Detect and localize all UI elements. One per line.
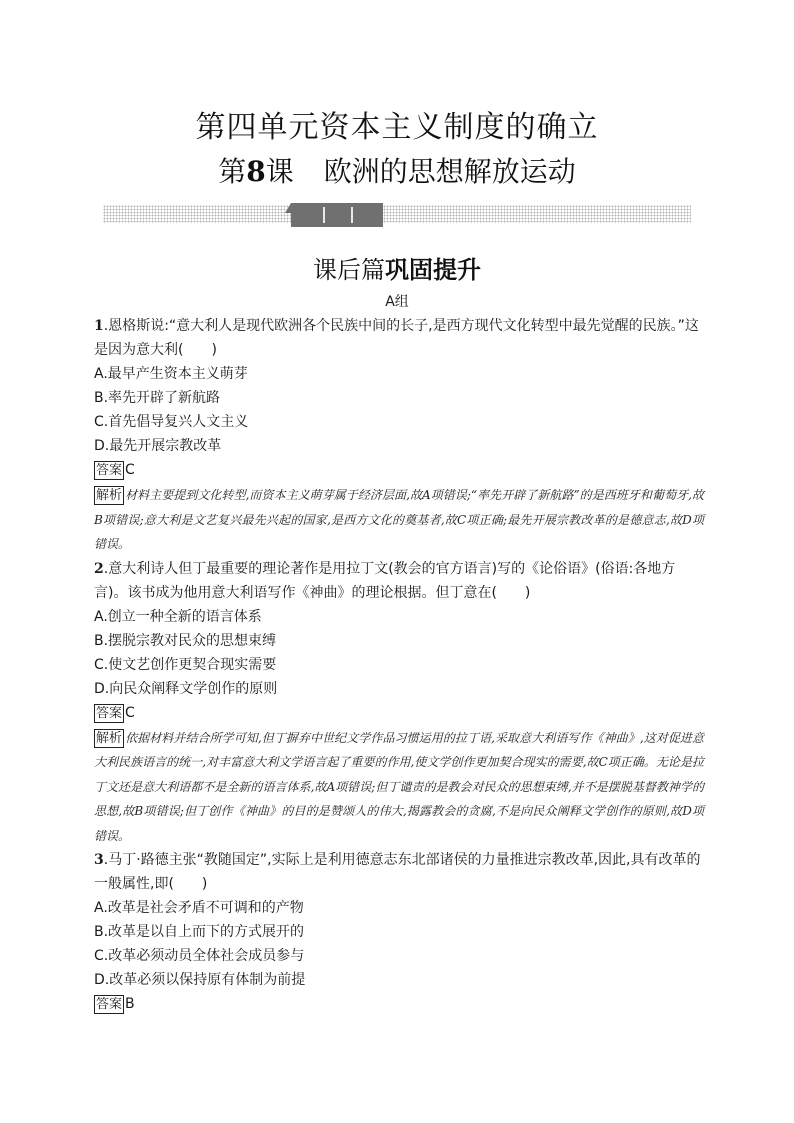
lesson-name: 欧洲的思想解放运动 [323, 155, 576, 188]
section-title-plain: 课后篇 [313, 256, 385, 284]
option: B.改革是以自上而下的方式展开的 [94, 924, 305, 940]
answer-tag: 答案 [96, 463, 123, 478]
answer-line [94, 992, 704, 1017]
option: C.首先倡导复兴人文主义 [94, 414, 249, 430]
analysis-text: 解析 材料主要提到文化转型,而资本主义萌芽属于经济层面,故A项错误;“率先开辟了新航路”的是西班牙和葡萄牙,故B项错误;意大利是文艺复兴最先兴起的国家,是西方文化的奠基者,故C项正确;最先开展宗教改革的是德意志,故D项错误。 [94, 488, 704, 551]
question-block [94, 557, 704, 849]
option: A.创立一种全新的语言体系 [94, 608, 262, 625]
analysis-tag: 解析 [96, 488, 123, 503]
question-block [94, 848, 704, 1017]
option: A.改革是社会矛盾不可调和的产物 [94, 900, 304, 916]
answer-value: C [125, 462, 135, 478]
answer-line [94, 458, 704, 483]
option: A.最早产生资本主义萌芽 [94, 366, 248, 382]
answer-value: C [125, 704, 135, 721]
decorative-divider [103, 203, 691, 227]
question-stem: 2.意大利诗人但丁最重要的理论著作是用拉丁文(教会的官方语言)写的《论俗语》(俗语:各地方言)。该书成为他用意大利语写作《神曲》的理论根据。但丁意在( ) [94, 560, 676, 601]
lesson-suffix: 课 [265, 155, 294, 188]
question-stem: 1.恩格斯说:“意大利人是现代欧洲各个民族中间的长子,是西方现代文化转型中最先觉醒的民族。”这是因为意大利( ) [94, 318, 699, 358]
group-label: A组 [385, 294, 409, 310]
answer-value: B [125, 996, 135, 1012]
option: C.使文艺创作更契合现实需要 [94, 656, 277, 673]
analysis-tag: 解析 [96, 730, 123, 746]
option: B.率先开辟了新航路 [94, 390, 221, 406]
answer-tag: 答案 [96, 705, 123, 721]
option: D.最先开展宗教改革 [94, 438, 222, 454]
dotted-band-left [103, 205, 291, 223]
lesson-prefix: 第 [218, 155, 247, 188]
option: D.向民众阐释文学创作的原则 [94, 680, 278, 697]
question-block [94, 314, 704, 557]
analysis-text: 解析 依据材料并结合所学可知,但丁摒弃中世纪文学作品习惯运用的拉丁语,采取意大利语写作《神曲》,这对促进意大利民族语言的统一,对丰富意大利文学语言起了重要的作用,使文学创作更加契合现实的需要,故C项正确。无论是拉丁文还是意大利语都不是全新的语言体系,故A项错误;但丁谴责的是教会对民众的思想束缚,并不是摆脱基督教神学的思想,故B项错误;但丁创作《神曲》的目的是赞颂人的伟大,揭露教会的贪腐,不是向民众阐释文学创作的原则,故D项错误。 [94, 730, 704, 843]
unit-title: 第四单元资本主义制度的确立 [195, 110, 599, 145]
divider-tab [291, 203, 383, 227]
answer-tag: 答案 [96, 997, 123, 1012]
section-title [0, 250, 794, 285]
option: D.改革必须以保持原有体制为前提 [94, 972, 306, 988]
question-stem: 3.马丁·路德主张“教随国定”,实际上是利用德意志东北部诸侯的力量推进宗教改革,因此,具有改革的一般属性,即( ) [94, 852, 701, 892]
dotted-band-right [383, 205, 691, 223]
option: C.改革必须动员全体社会成员参与 [94, 948, 305, 964]
section-title-bold: 巩固提升 [385, 256, 481, 284]
question-list [94, 314, 704, 1017]
lesson-title [0, 150, 794, 190]
lesson-number: 8 [246, 155, 266, 188]
option: B.摆脱宗教对民众的思想束缚 [94, 632, 277, 649]
answer-line [94, 701, 704, 726]
